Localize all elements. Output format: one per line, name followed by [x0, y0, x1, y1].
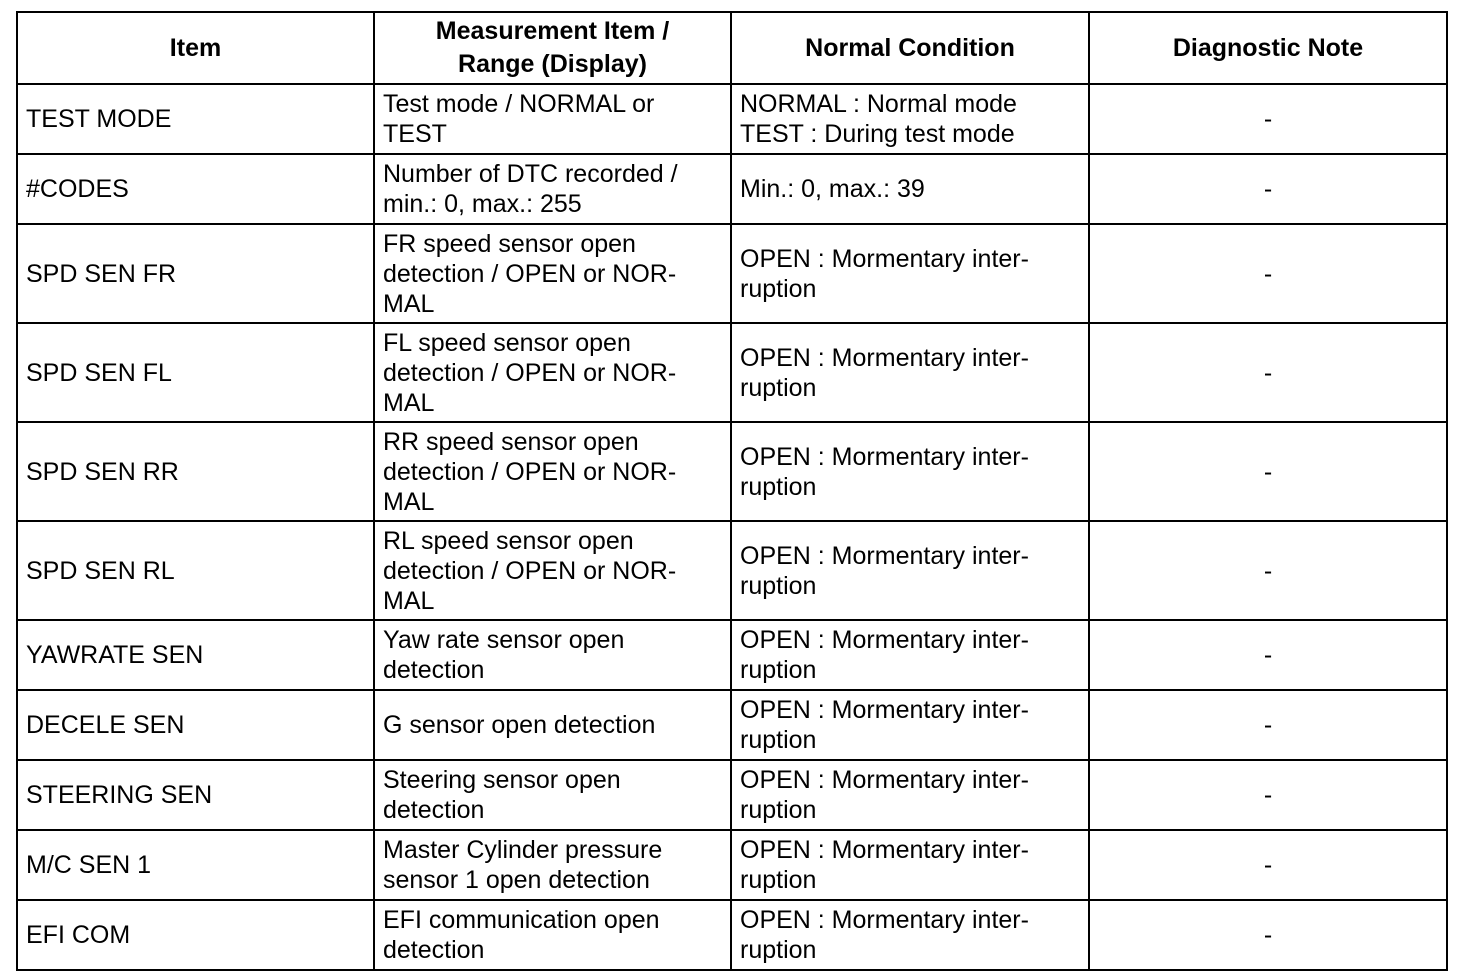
table-row [17, 620, 1447, 690]
data-list-table [16, 11, 1448, 971]
table-row [17, 521, 1447, 620]
item-cell: SPD SEN RL [17, 521, 374, 620]
table-row [17, 690, 1447, 760]
table-row [17, 900, 1447, 970]
data-list-sheet [16, 11, 1448, 971]
measurement-cell: FL speed sensor open detection / OPEN or NOR- MAL [374, 323, 731, 422]
column-header-item: Item [17, 12, 374, 84]
normal-condition-cell: OPEN : Mormentary inter- ruption [731, 690, 1089, 760]
measurement-cell: Number of DTC recorded / min.: 0, max.: 255 [374, 154, 731, 224]
diagnostic-note-cell: - [1089, 224, 1447, 323]
header-row [17, 12, 1447, 84]
column-header-measurement: Measurement Item / Range (Display) [374, 12, 731, 84]
measurement-cell: Test mode / NORMAL or TEST [374, 84, 731, 154]
diagnostic-note-cell: - [1089, 521, 1447, 620]
diagnostic-note-cell: - [1089, 422, 1447, 521]
measurement-cell: EFI communication open detection [374, 900, 731, 970]
normal-condition-cell: Min.: 0, max.: 39 [731, 154, 1089, 224]
item-cell: DECELE SEN [17, 690, 374, 760]
item-cell: SPD SEN RR [17, 422, 374, 521]
measurement-cell: G sensor open detection [374, 690, 731, 760]
measurement-cell: Steering sensor open detection [374, 760, 731, 830]
item-cell: TEST MODE [17, 84, 374, 154]
diagnostic-note-cell: - [1089, 830, 1447, 900]
normal-condition-cell: OPEN : Mormentary inter- ruption [731, 760, 1089, 830]
normal-condition-cell: OPEN : Mormentary inter- ruption [731, 224, 1089, 323]
column-header-diagnostic-note: Diagnostic Note [1089, 12, 1447, 84]
measurement-cell: Yaw rate sensor open detection [374, 620, 731, 690]
diagnostic-note-cell: - [1089, 760, 1447, 830]
diagnostic-note-cell: - [1089, 84, 1447, 154]
item-cell: M/C SEN 1 [17, 830, 374, 900]
table-row [17, 224, 1447, 323]
measurement-cell: FR speed sensor open detection / OPEN or NOR- MAL [374, 224, 731, 323]
measurement-cell: RR speed sensor open detection / OPEN or NOR- MAL [374, 422, 731, 521]
measurement-cell: Master Cylinder pressure sensor 1 open detection [374, 830, 731, 900]
table-row [17, 323, 1447, 422]
normal-condition-cell: OPEN : Mormentary inter- ruption [731, 620, 1089, 690]
normal-condition-cell: OPEN : Mormentary inter- ruption [731, 830, 1089, 900]
normal-condition-cell: OPEN : Mormentary inter- ruption [731, 521, 1089, 620]
table-row [17, 422, 1447, 521]
table-row [17, 154, 1447, 224]
item-cell: STEERING SEN [17, 760, 374, 830]
table-row [17, 830, 1447, 900]
diagnostic-note-cell: - [1089, 620, 1447, 690]
item-cell: YAWRATE SEN [17, 620, 374, 690]
diagnostic-note-cell: - [1089, 323, 1447, 422]
normal-condition-cell: OPEN : Mormentary inter- ruption [731, 323, 1089, 422]
normal-condition-cell: OPEN : Mormentary inter- ruption [731, 900, 1089, 970]
table-row [17, 84, 1447, 154]
table-row [17, 760, 1447, 830]
normal-condition-cell: NORMAL : Normal mode TEST : During test mode [731, 84, 1089, 154]
diagnostic-note-cell: - [1089, 900, 1447, 970]
measurement-cell: RL speed sensor open detection / OPEN or NOR- MAL [374, 521, 731, 620]
diagnostic-note-cell: - [1089, 154, 1447, 224]
diagnostic-note-cell: - [1089, 690, 1447, 760]
item-cell: #CODES [17, 154, 374, 224]
item-cell: SPD SEN FR [17, 224, 374, 323]
item-cell: SPD SEN FL [17, 323, 374, 422]
column-header-normal-condition: Normal Condition [731, 12, 1089, 84]
normal-condition-cell: OPEN : Mormentary inter- ruption [731, 422, 1089, 521]
item-cell: EFI COM [17, 900, 374, 970]
